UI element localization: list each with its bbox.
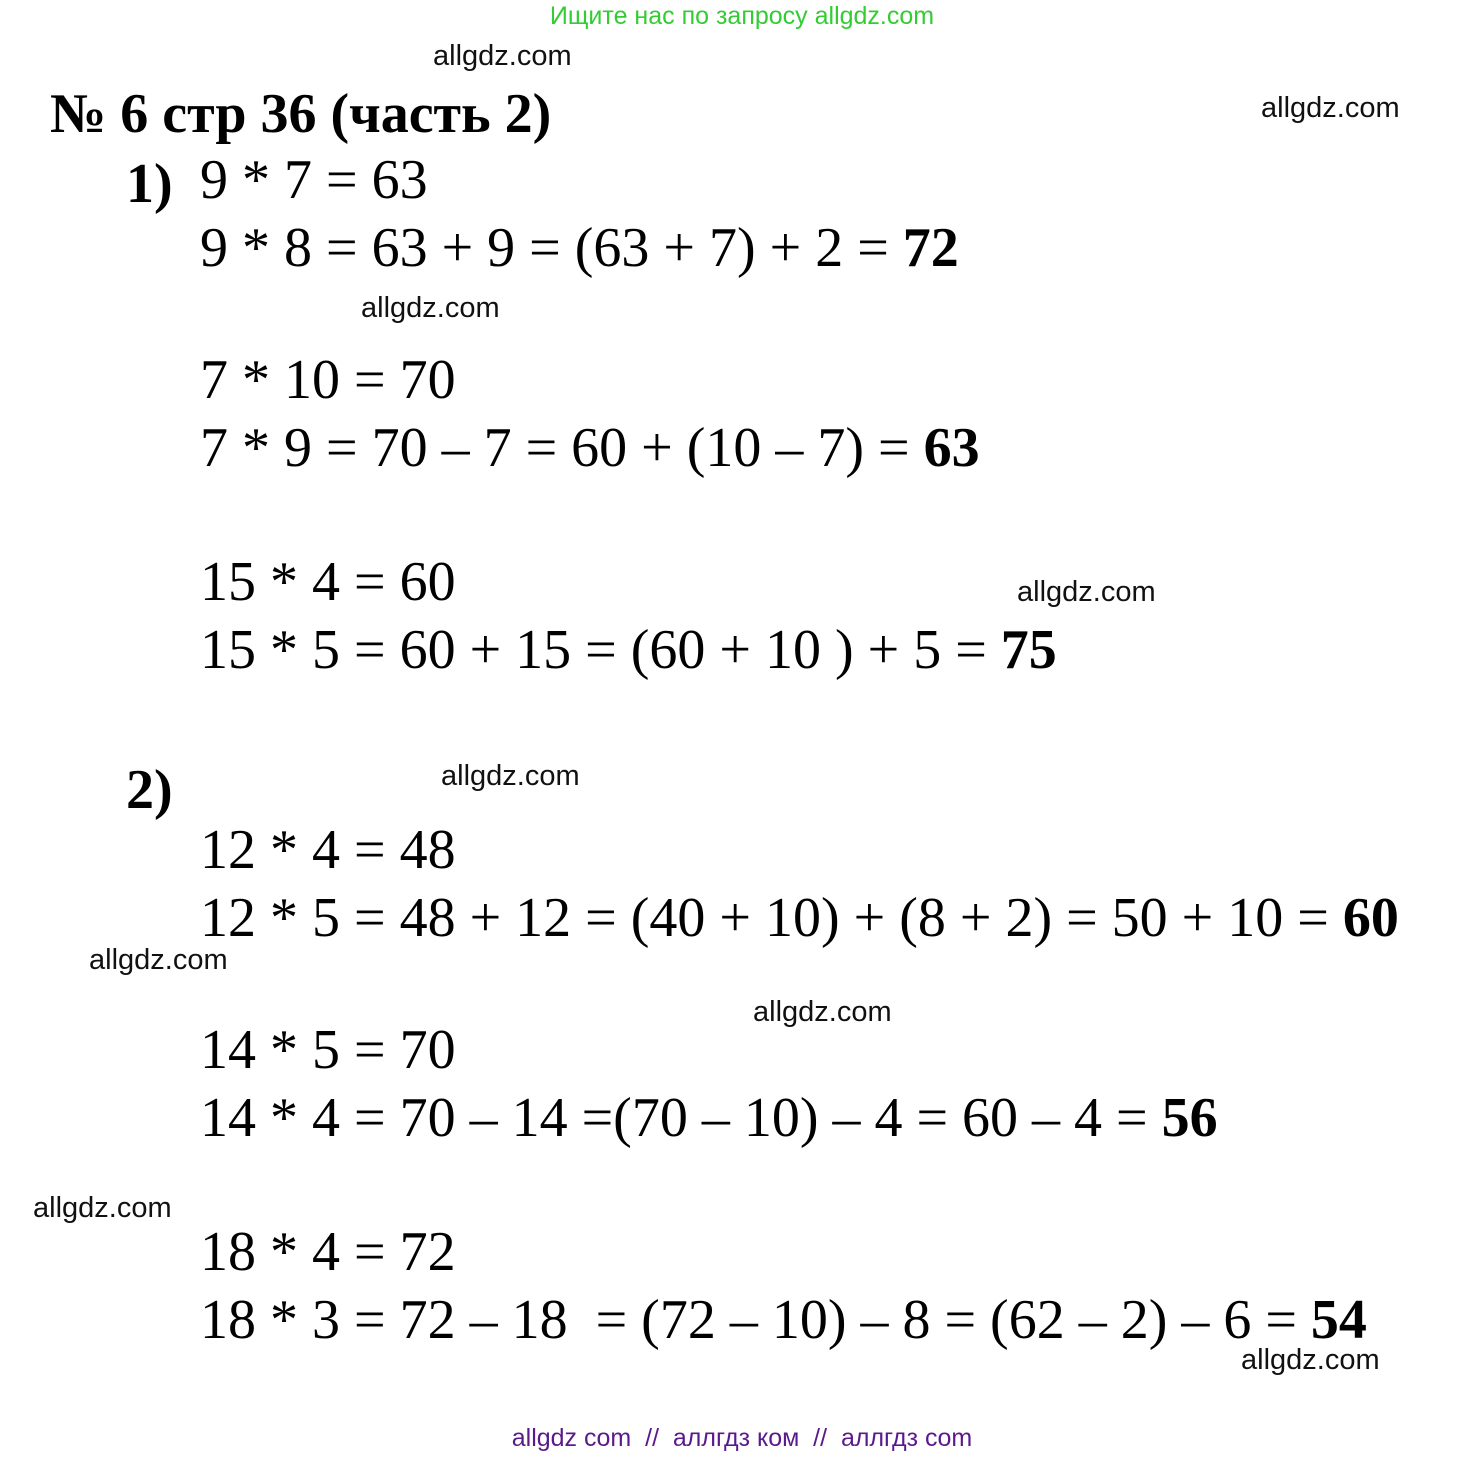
equation-line: 14 * 5 = 70 (200, 1019, 456, 1081)
equation-text: 18 * 3 = 72 – 18 = (72 – 10) – 8 = (62 – 2) – 6 = (200, 1289, 1311, 1351)
watermark: allgdz.com (1241, 1344, 1380, 1376)
watermark: allgdz.com (33, 1192, 172, 1224)
equation-line: 15 * 4 = 60 (200, 551, 456, 613)
section-label-2: 2) (126, 759, 173, 821)
watermark: allgdz.com (1017, 576, 1156, 608)
answer-value: 54 (1310, 1289, 1367, 1351)
equation-text: 9 * 8 = 63 + 9 = (63 + 7) + 2 = (200, 217, 903, 279)
watermark: allgdz.com (441, 760, 580, 792)
section-label-1: 1) (126, 153, 173, 215)
watermark: allgdz.com (1261, 92, 1400, 124)
equation-line-with-answer (200, 1087, 1218, 1149)
watermark: allgdz.com (753, 996, 892, 1028)
equation-line-with-answer (200, 887, 1399, 949)
equation-line: 18 * 4 = 72 (200, 1221, 456, 1283)
watermark: allgdz.com (433, 40, 572, 72)
equation-text: 15 * 5 = 60 + 15 = (60 + 10 ) + 5 = (200, 619, 1001, 681)
answer-value: 72 (902, 217, 959, 279)
footer-links[interactable]: allgdz com // аллгдз ком // аллгдз com (511, 1424, 973, 1452)
equation-line-with-answer (200, 217, 959, 279)
equation-line-with-answer (200, 417, 980, 479)
page-title: № 6 стр 36 (часть 2) (50, 83, 552, 145)
equation-line-with-answer (200, 1289, 1367, 1351)
answer-value: 63 (923, 417, 980, 479)
answer-value: 60 (1342, 887, 1399, 949)
equation-line-with-answer (200, 619, 1057, 681)
watermark: allgdz.com (361, 292, 500, 324)
equation-text: 7 * 9 = 70 – 7 = 60 + (10 – 7) = (200, 417, 924, 479)
top-banner[interactable]: Ищите нас по запросу allgdz.com (549, 2, 935, 30)
watermark: allgdz.com (89, 944, 228, 976)
equation-line: 9 * 7 = 63 (200, 149, 428, 211)
answer-value: 75 (1000, 619, 1057, 681)
equation-text: 14 * 4 = 70 – 14 =(70 – 10) – 4 = 60 – 4 = (200, 1087, 1162, 1149)
equation-line: 7 * 10 = 70 (200, 349, 456, 411)
answer-value: 56 (1161, 1087, 1218, 1149)
equation-line: 12 * 4 = 48 (200, 819, 456, 881)
equation-text: 12 * 5 = 48 + 12 = (40 + 10) + (8 + 2) = 50 + 10 = (200, 887, 1343, 949)
